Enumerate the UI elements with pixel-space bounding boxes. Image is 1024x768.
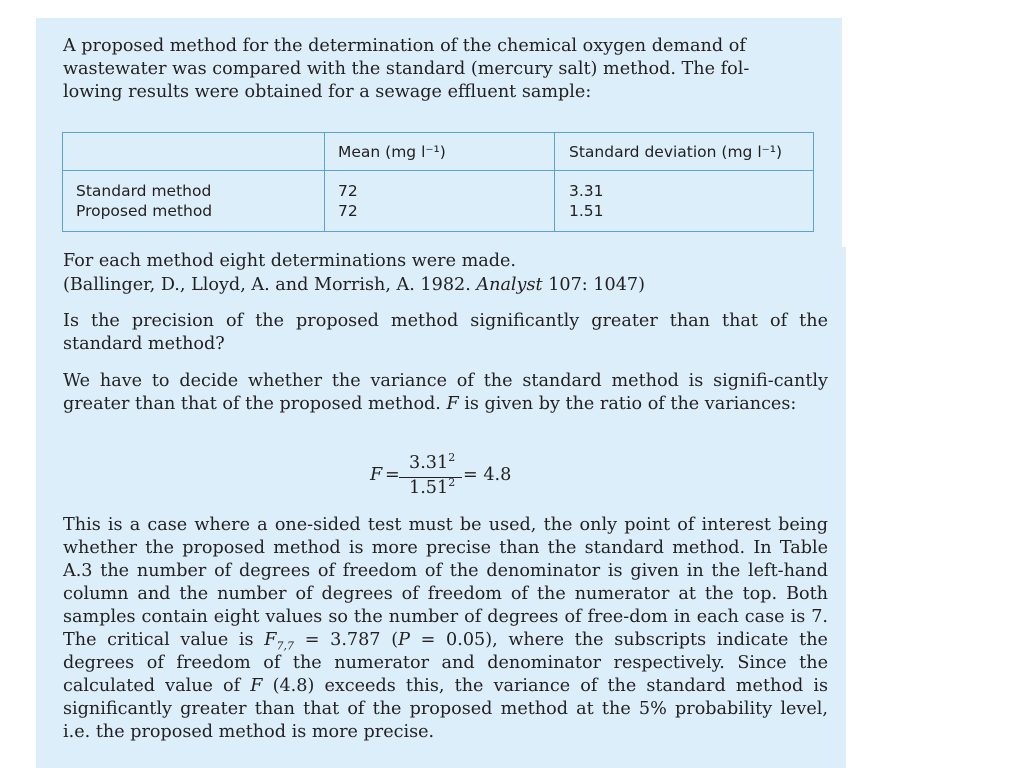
table-row-standard-method: Standard method	[76, 182, 212, 200]
answer-paragraph-2: This is a case where a one-sided test must be used, the only point of interest being whether the proposed method is more precise than the standard method. In Table A.3 the number of degrees of freedom of the denominator is given in the left-hand column and the number of degrees of freedom of the numerator at the top. Both samples contain eight values so the number of degrees of free-dom in each case is 7. The critical value is $F_{7,7} = 3.787$ (P = 0.05), where the subscripts indicate the degrees of freedom of the numerator and denominator respectively. Since the calculated value of F (4.8) exceeds this, the variance of the standard method is significantly greater than that of the proposed method at the 5% probability level, i.e. the proposed method is more precise.	[63, 515, 828, 742]
citation: (Ballinger, D., Lloyd, A. and Morrish, A. 1982. Analyst 107: 1047)	[63, 275, 645, 295]
formula-numerator: 3.31$^2$	[409, 451, 456, 473]
formula-result: = 4.8	[463, 465, 512, 485]
table-header-divider	[63, 170, 813, 171]
table-row-proposed-mean: 72	[338, 202, 358, 220]
f-ratio-formula	[370, 453, 530, 501]
table-column-divider-2	[554, 133, 555, 231]
table-header-mean: Mean (mg l⁻¹)	[338, 143, 446, 161]
table-header-sd: Standard deviation (mg l⁻¹)	[569, 143, 783, 161]
formula-denominator: 1.51$^2$	[409, 476, 456, 498]
note-determinations: For each method eight determinations were made.	[63, 251, 517, 271]
table-column-divider-1	[324, 133, 325, 231]
intro-line-1: A proposed method for the determination of the chemical oxygen demand of	[63, 36, 746, 56]
table-row-proposed-sd: 1.51	[569, 202, 604, 220]
intro-line-3: lowing results were obtained for a sewage effluent sample:	[63, 82, 592, 102]
question-text: Is the precision of the proposed method significantly greater than that of the standard method?	[63, 311, 828, 354]
table-row-standard-sd: 3.31	[569, 182, 604, 200]
answer-paragraph-1: We have to decide whether the variance of the standard method is signifi-cantly greater than that of the proposed method. F is given by the ratio of the variances:	[63, 371, 828, 414]
results-table	[62, 132, 814, 232]
formula-lhs: F	[370, 465, 383, 485]
table-row-standard-mean: 72	[338, 182, 358, 200]
intro-line-2: wastewater was compared with the standard (mercury salt) method. The fol-	[63, 59, 750, 79]
formula-equals: =	[385, 465, 400, 485]
citation-journal: Analyst	[476, 275, 543, 295]
table-row-proposed-method: Proposed method	[76, 202, 213, 220]
